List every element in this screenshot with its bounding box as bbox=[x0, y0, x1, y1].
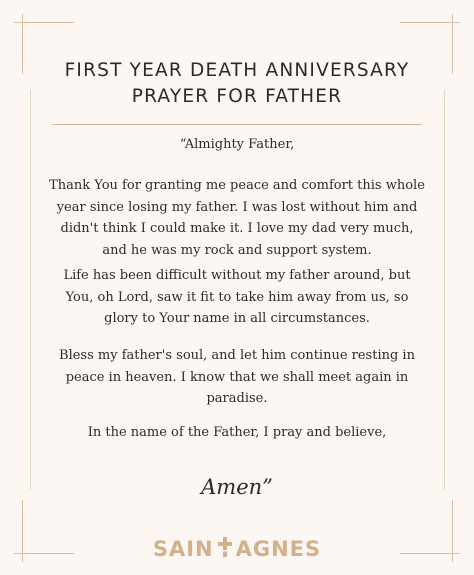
frame-top-left-h bbox=[14, 22, 74, 23]
paragraph-line: and he was my rock and support system. bbox=[102, 242, 372, 258]
paragraph-line: year since losing my father. I was lost without him and bbox=[56, 199, 418, 215]
title-line-1: FIRST YEAR DEATH ANNIVERSARY bbox=[64, 60, 410, 81]
amen-text: Amen” bbox=[201, 475, 273, 499]
closing-line: In the name of the Father, I pray and believe, bbox=[87, 425, 387, 440]
cross-icon bbox=[216, 536, 234, 558]
prayer-paragraph-3 bbox=[0, 345, 474, 410]
prayer-paragraph-2 bbox=[0, 265, 474, 330]
paragraph-line: Thank You for granting me peace and comfort this whole bbox=[49, 178, 425, 193]
paragraph-line: paradise. bbox=[206, 391, 268, 406]
brand-left-text: SAIN bbox=[152, 537, 214, 561]
paragraph-line: glory to Your name in all circumstances. bbox=[104, 311, 370, 326]
prayer-paragraph-1 bbox=[0, 175, 474, 261]
prayer-closing bbox=[0, 422, 474, 444]
paragraph-line: Bless my father's soul, and let him continue resting in bbox=[59, 348, 415, 363]
paragraph-line: peace in heaven. I know that we shall meet again in bbox=[65, 369, 409, 385]
greeting-line: “Almighty Father, bbox=[179, 137, 295, 152]
frame-top-right-h bbox=[400, 22, 460, 23]
prayer-greeting bbox=[0, 134, 474, 156]
paragraph-line: Life has been difficult without my father around, but bbox=[63, 268, 411, 283]
paragraph-line: didn't think I could make it. I love my dad very much, bbox=[60, 221, 414, 236]
title-divider bbox=[52, 124, 422, 125]
page-title bbox=[0, 58, 474, 110]
brand-right-text: AGNES bbox=[235, 537, 322, 561]
title-line-2: PRAYER FOR FATHER bbox=[131, 86, 343, 107]
paragraph-line: You, oh Lord, saw it fit to take him away from us, so bbox=[65, 289, 409, 305]
saint-agnes-logo bbox=[0, 536, 474, 561]
